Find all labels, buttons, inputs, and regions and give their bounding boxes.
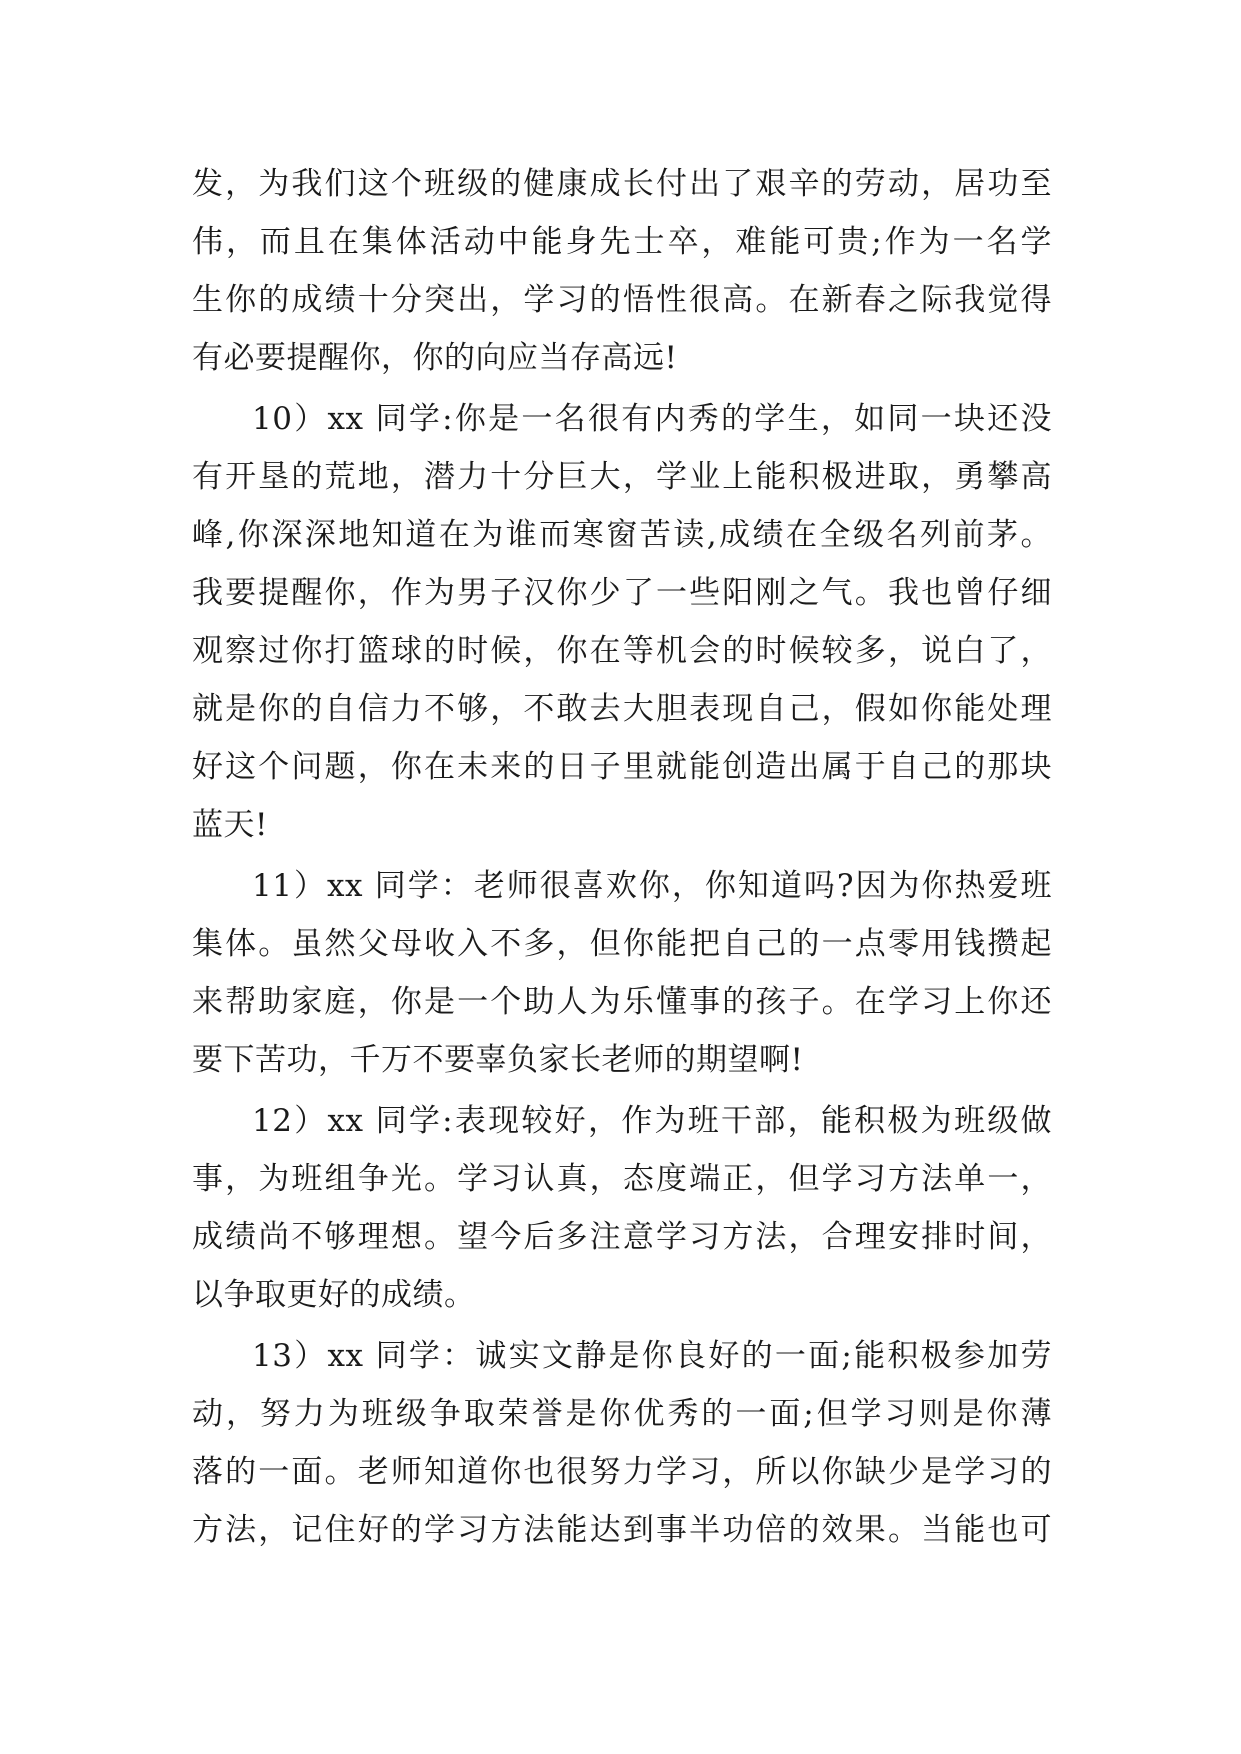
text-line: 观察过你打篮球的时候，你在等机会的时候较多，说白了， <box>192 633 1052 669</box>
text-line: 要下苦功，千万不要辜负家长老师的期望啊! <box>192 1042 804 1078</box>
text-line: 有必要提醒你，你的向应当存高远! <box>192 340 678 376</box>
text-line: 以争取更好的成绩。 <box>192 1277 476 1313</box>
text-line: 就是你的自信力不够，不敢去大胆表现自己，假如你能处理 <box>192 691 1052 727</box>
text-line: 峰,你深深地知道在为谁而寒窗苦读,成绩在全级名列前茅。 <box>192 517 1052 553</box>
document-body <box>192 155 1052 1562</box>
text-line: 11）xx 同学：老师很喜欢你，你知道吗?因为你热爱班 <box>252 868 1052 904</box>
text-line: 落的一面。老师知道你也很努力学习，所以你缺少是学习的 <box>192 1454 1052 1490</box>
text-line: 好这个问题，你在未来的日子里就能创造出属于自己的那块 <box>192 749 1052 785</box>
paragraph-continuation <box>192 155 1052 387</box>
text-line: 12）xx 同学:表现较好，作为班干部，能积极为班级做 <box>252 1103 1052 1139</box>
text-line: 10）xx 同学:你是一名很有内秀的学生，如同一块还没 <box>252 401 1052 437</box>
text-line: 蓝天! <box>192 807 268 843</box>
text-line: 发，为我们这个班级的健康成长付出了艰辛的劳动，居功至 <box>192 166 1052 202</box>
text-line: 伟，而且在集体活动中能身先士卒，难能可贵;作为一名学 <box>192 224 1052 260</box>
text-line: 有开垦的荒地，潜力十分巨大，学业上能积极进取，勇攀高 <box>192 459 1052 495</box>
text-line: 集体。虽然父母收入不多，但你能把自己的一点零用钱攒起 <box>192 926 1052 962</box>
text-line: 动，努力为班级争取荣誉是你优秀的一面;但学习则是你薄 <box>192 1396 1052 1432</box>
text-line: 事，为班组争光。学习认真，态度端正，但学习方法单一， <box>192 1161 1052 1197</box>
paragraph-comment-13 <box>192 1327 1052 1559</box>
text-line: 成绩尚不够理想。望今后多注意学习方法，合理安排时间， <box>192 1219 1052 1255</box>
text-line: 生你的成绩十分突出，学习的悟性很高。在新春之际我觉得 <box>192 282 1052 318</box>
paragraph-comment-10 <box>192 390 1052 854</box>
text-line: 方法，记住好的学习方法能达到事半功倍的效果。当能也可 <box>192 1512 1052 1548</box>
text-line: 来帮助家庭，你是一个助人为乐懂事的孩子。在学习上你还 <box>192 984 1052 1020</box>
text-line: 我要提醒你，作为男子汉你少了一些阳刚之气。我也曾仔细 <box>192 575 1052 611</box>
text-line: 13）xx 同学：诚实文静是你良好的一面;能积极参加劳 <box>252 1338 1052 1374</box>
paragraph-comment-11 <box>192 857 1052 1089</box>
paragraph-comment-12 <box>192 1092 1052 1324</box>
